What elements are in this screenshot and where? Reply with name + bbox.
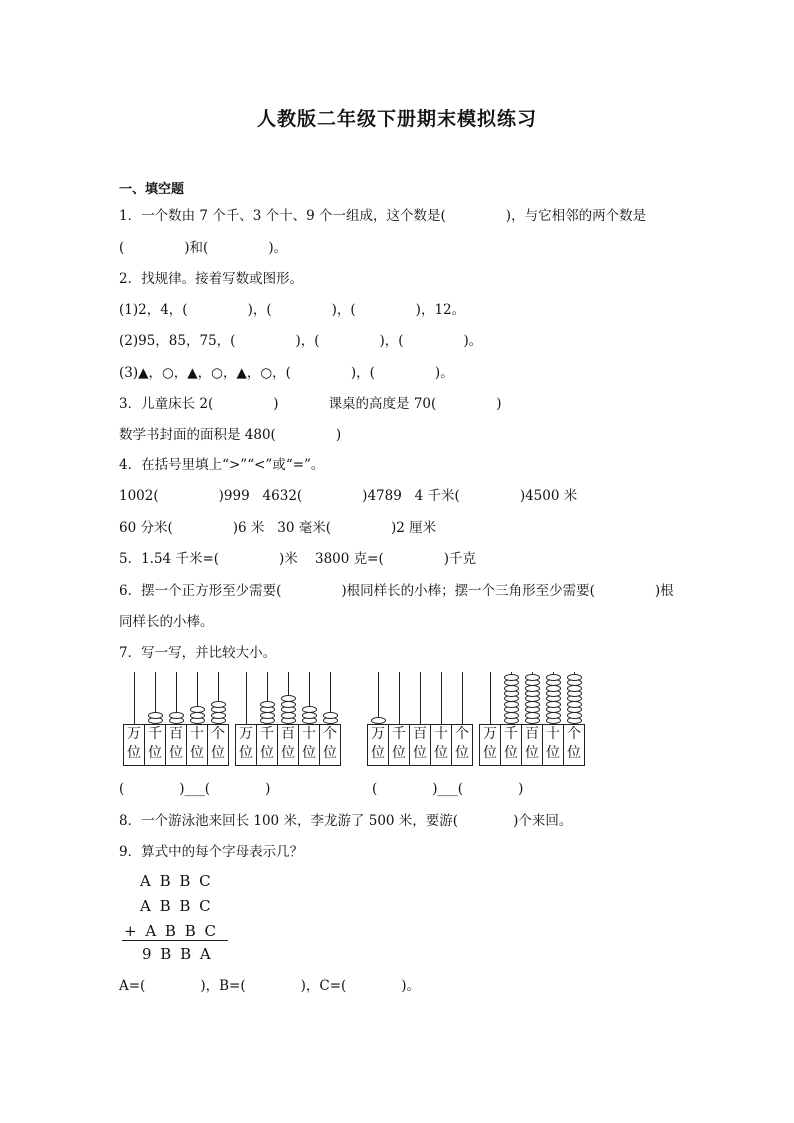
q4-text: )4500 米 [519, 488, 578, 504]
place-value-labels [479, 724, 585, 766]
question-3 [119, 395, 502, 413]
question-9-answers [119, 977, 420, 995]
q2-text: )，12。 [415, 302, 466, 318]
question-2: 2．找规律。接着写数或图形。 [119, 271, 304, 287]
place-label: 万 位 [236, 725, 257, 765]
abacus-bead [525, 674, 540, 681]
q4-text: )999 [218, 488, 250, 504]
q2-text: )，( [331, 302, 356, 318]
q8-text: )个来回。 [513, 813, 573, 829]
q2-text: )，( [247, 302, 272, 318]
q9-text: )，C=( [300, 978, 347, 994]
place-label: 千 位 [145, 725, 166, 765]
place-label: 个 位 [323, 726, 337, 761]
abacus-bead [567, 674, 582, 681]
page-title: 人教版二年级下册期末模拟练习 [256, 108, 537, 130]
abacus-bead [169, 712, 184, 719]
abacus-bead [504, 674, 519, 681]
abacus-rod [490, 672, 491, 724]
place-label: 个 位 [567, 726, 581, 761]
abacus [235, 672, 341, 767]
q3-text: 课桌的高度是 70( [328, 396, 437, 412]
question-6-cont: 同样长的小棒。 [119, 614, 214, 630]
place-label: 百 位 [522, 725, 543, 765]
place-label: 千 位 [501, 725, 522, 765]
compare-text: )___( [179, 781, 211, 797]
abacus-bead [546, 674, 561, 681]
question-4: 4．在括号里填上“>”“<”或“=”。 [119, 457, 325, 473]
q5-text: 5．1.54 千米=( [119, 551, 220, 567]
abacus-bead [371, 717, 386, 724]
abacus-bead [260, 701, 275, 708]
compare-text: ( [372, 781, 378, 797]
question-7: 7．写一写，并比较大小。 [119, 645, 277, 661]
place-label: 个 位 [455, 726, 469, 761]
place-label: 个 位 [211, 726, 225, 761]
question-6 [119, 582, 674, 600]
puzzle-row-4: 9 B B A [142, 945, 213, 963]
place-label: 十 位 [187, 725, 208, 765]
place-label: 百 位 [278, 725, 299, 765]
abacus-rod [399, 672, 400, 724]
q1-text: ( [119, 240, 125, 256]
question-1 [119, 207, 646, 225]
q2-text: )。 [463, 333, 483, 349]
q2-text: )，( [379, 333, 404, 349]
q3-text: 3．儿童床长 2( [119, 396, 214, 412]
place-label: 万 位 [368, 725, 389, 765]
puzzle-row-3: + A B B C [124, 922, 218, 940]
q9-text: A=( [119, 978, 146, 994]
place-label: 十 位 [431, 725, 452, 765]
question-4-row-2 [119, 519, 436, 537]
question-2-part-2 [119, 332, 482, 350]
q4-text: )6 米 [232, 520, 265, 536]
q4-text: 1002( [119, 488, 159, 504]
compare-text: ) [518, 781, 524, 797]
question-2-part-3 [119, 364, 454, 382]
q1-text: )。 [268, 240, 288, 256]
abacus-rod [462, 672, 463, 724]
q1-text: )，与它相邻的两个数是 [505, 208, 647, 224]
puzzle-row-2: A B B C [140, 897, 213, 915]
q2-text: )，( [350, 365, 375, 381]
question-4-row-1 [119, 487, 577, 505]
q9-text: )，B=( [200, 978, 246, 994]
place-label: 百 位 [166, 725, 187, 765]
place-label: 十 位 [543, 725, 564, 765]
q4-text: 4 千米( [414, 488, 460, 504]
place-label: 千 位 [257, 725, 278, 765]
question-2-part-1 [119, 301, 465, 319]
question-8 [119, 812, 572, 830]
q3-text: ) [335, 427, 342, 443]
q8-text: 8．一个游泳池来回长 100 米，李龙游了 500 米，要游( [119, 813, 459, 829]
q3-text: 数学书封面的面积是 480( [119, 427, 276, 443]
q5-text: )米 [279, 551, 298, 567]
abacus [123, 672, 229, 767]
sum-line [122, 940, 228, 941]
q4-text: 30 毫米( [277, 520, 332, 536]
abacus [479, 672, 585, 767]
q9-text: )。 [401, 978, 421, 994]
q6-text: )根 [654, 583, 674, 599]
q2-text: (2)95，85，75，( [119, 333, 236, 349]
q3-text: ) [496, 396, 502, 412]
q5-text: 3800 克=( [314, 551, 384, 567]
abacus-bead [148, 712, 163, 719]
abacus [367, 672, 473, 767]
q2-text: (3)▲，○，▲，○，▲，○，( [119, 365, 291, 381]
compare-text: )___( [432, 781, 464, 797]
place-value-labels [123, 724, 229, 766]
abacus-rod [420, 672, 421, 724]
place-label: 万 位 [480, 725, 501, 765]
abacus-rod [441, 672, 442, 724]
q2-text: )，( [295, 333, 320, 349]
abacus-rod [246, 672, 247, 724]
q3-text: ) [273, 396, 279, 412]
compare-text: ) [265, 781, 271, 797]
q4-text: )2 厘米 [391, 520, 437, 536]
compare-text: ( [119, 781, 125, 797]
place-value-labels [235, 724, 341, 766]
compare-row [119, 780, 270, 798]
puzzle-row-1: A B B C [140, 872, 213, 890]
question-5 [119, 550, 476, 568]
abacus-bead [323, 712, 338, 719]
question-9: 9．算式中的每个字母表示几？ [119, 844, 304, 860]
place-label: 万 位 [124, 725, 145, 765]
q1-text: 1．一个数由 7 个千、3 个十、9 个一组成，这个数是( [119, 208, 446, 224]
q5-text: )千克 [443, 551, 476, 567]
q1-text: )和( [184, 240, 209, 256]
question-3-cont [119, 426, 341, 444]
q4-text: 60 分米( [119, 520, 173, 536]
question-1-cont [119, 239, 287, 257]
section-heading: 一、填空题 [119, 182, 185, 197]
abacus-rod [134, 672, 135, 724]
place-label: 千 位 [389, 725, 410, 765]
place-value-labels [367, 724, 473, 766]
q6-text: 6．摆一个正方形至少需要( [119, 583, 282, 599]
q4-text: )4789 [362, 488, 402, 504]
compare-row-2 [372, 780, 523, 798]
q6-text: )根同样长的小棒；摆一个三角形至少需要( [341, 583, 595, 599]
place-label: 百 位 [410, 725, 431, 765]
q4-text: 4632( [262, 488, 303, 504]
q2-text: )。 [434, 365, 454, 381]
q2-text: (1)2，4，( [119, 302, 188, 318]
abacus-bead [211, 701, 226, 708]
place-label: 十 位 [299, 725, 320, 765]
